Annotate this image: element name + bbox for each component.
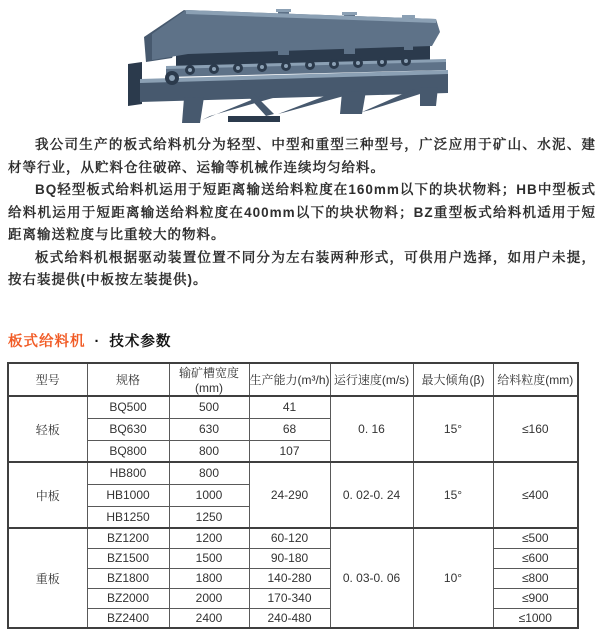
cell-spec: BQ500 bbox=[87, 396, 169, 418]
cell-particle: ≤160 bbox=[493, 396, 578, 462]
header-particle-size: 给料粒度(mm) bbox=[493, 363, 578, 396]
cell-angle: 15° bbox=[413, 462, 493, 528]
cell-width: 1200 bbox=[169, 528, 249, 548]
intro-paragraph-3: 板式给料机根据驱动装置位置不同分为左右装两种形式，可供用户选择，如用户未提，按右装提供(中板按左装提供)。 bbox=[8, 249, 596, 287]
header-speed: 运行速度(m/s) bbox=[330, 363, 413, 396]
cell-speed: 0. 02-0. 24 bbox=[330, 462, 413, 528]
cell-width: 800 bbox=[169, 462, 249, 484]
cell-capacity: 90-180 bbox=[249, 548, 330, 568]
plate-feeder-illustration bbox=[128, 4, 456, 126]
cell-spec: HB1250 bbox=[87, 506, 169, 528]
table-row bbox=[8, 568, 578, 588]
table-header-row bbox=[8, 363, 578, 396]
cell-capacity: 68 bbox=[249, 418, 330, 440]
intro-paragraph-2: BQ轻型板式给料机运用于短距离输送给料粒度在160mm以下的块状物料；HB中型板式给料机运用于短距离输送给料粒度在400mm以下的块状物料；BZ重型板式给料机适用于短距离输送粒度与比重较大的物料。 bbox=[8, 182, 596, 242]
cell-width: 1000 bbox=[169, 484, 249, 506]
intro-paragraph-1: 我公司生产的板式给料机分为轻型、中型和重型三种型号，广泛应用于矿山、水泥、建材等行业，从贮料仓往破碎、运输等机械作连续均匀给料。 bbox=[8, 137, 596, 175]
cell-angle: 15° bbox=[413, 396, 493, 462]
intro-text bbox=[8, 134, 596, 292]
cell-particle: ≤1000 bbox=[493, 608, 578, 628]
cell-capacity: 240-480 bbox=[249, 608, 330, 628]
cell-capacity: 24-290 bbox=[249, 462, 330, 528]
cell-width: 1250 bbox=[169, 506, 249, 528]
cell-capacity: 107 bbox=[249, 440, 330, 462]
group-label-heavy: 重板 bbox=[8, 528, 87, 628]
cell-particle: ≤800 bbox=[493, 568, 578, 588]
cell-spec: BQ800 bbox=[87, 440, 169, 462]
header-spec: 规格 bbox=[87, 363, 169, 396]
table-row bbox=[8, 548, 578, 568]
cell-width: 1800 bbox=[169, 568, 249, 588]
group-label-medium: 中板 bbox=[8, 462, 87, 528]
cell-capacity: 60-120 bbox=[249, 528, 330, 548]
header-model: 型号 bbox=[8, 363, 87, 396]
table-row bbox=[8, 528, 578, 548]
cell-width: 2000 bbox=[169, 588, 249, 608]
section-title-rest: 技术参数 bbox=[109, 334, 172, 350]
table-row bbox=[8, 462, 578, 484]
cell-width: 800 bbox=[169, 440, 249, 462]
table-row bbox=[8, 588, 578, 608]
cell-spec: BZ1500 bbox=[87, 548, 169, 568]
cell-speed: 0. 03-0. 06 bbox=[330, 528, 413, 628]
cell-spec: BZ1200 bbox=[87, 528, 169, 548]
cell-particle: ≤600 bbox=[493, 548, 578, 568]
cell-spec: BQ630 bbox=[87, 418, 169, 440]
spec-table bbox=[7, 362, 579, 629]
cell-particle: ≤500 bbox=[493, 528, 578, 548]
cell-spec: HB1000 bbox=[87, 484, 169, 506]
section-title bbox=[8, 330, 171, 351]
section-title-separator: · bbox=[94, 334, 101, 350]
cell-spec: BZ2000 bbox=[87, 588, 169, 608]
cell-spec: BZ2400 bbox=[87, 608, 169, 628]
header-trough-width: 输矿槽宽度(mm) bbox=[169, 363, 249, 396]
cell-width: 630 bbox=[169, 418, 249, 440]
cell-angle: 10° bbox=[413, 528, 493, 628]
cell-spec: HB800 bbox=[87, 462, 169, 484]
cell-spec: BZ1800 bbox=[87, 568, 169, 588]
section-title-highlight: 板式给料机 bbox=[8, 334, 86, 350]
cell-capacity: 170-340 bbox=[249, 588, 330, 608]
cell-width: 500 bbox=[169, 396, 249, 418]
cell-particle: ≤900 bbox=[493, 588, 578, 608]
cell-capacity: 41 bbox=[249, 396, 330, 418]
cell-width: 2400 bbox=[169, 608, 249, 628]
header-max-angle: 最大倾角(β) bbox=[413, 363, 493, 396]
cell-particle: ≤400 bbox=[493, 462, 578, 528]
header-capacity: 生产能力(m³/h) bbox=[249, 363, 330, 396]
cell-capacity: 140-280 bbox=[249, 568, 330, 588]
cell-speed: 0. 16 bbox=[330, 396, 413, 462]
group-label-light: 轻板 bbox=[8, 396, 87, 462]
table-row bbox=[8, 608, 578, 628]
cell-width: 1500 bbox=[169, 548, 249, 568]
table-row bbox=[8, 396, 578, 418]
plate-feeder-photo bbox=[128, 4, 456, 126]
